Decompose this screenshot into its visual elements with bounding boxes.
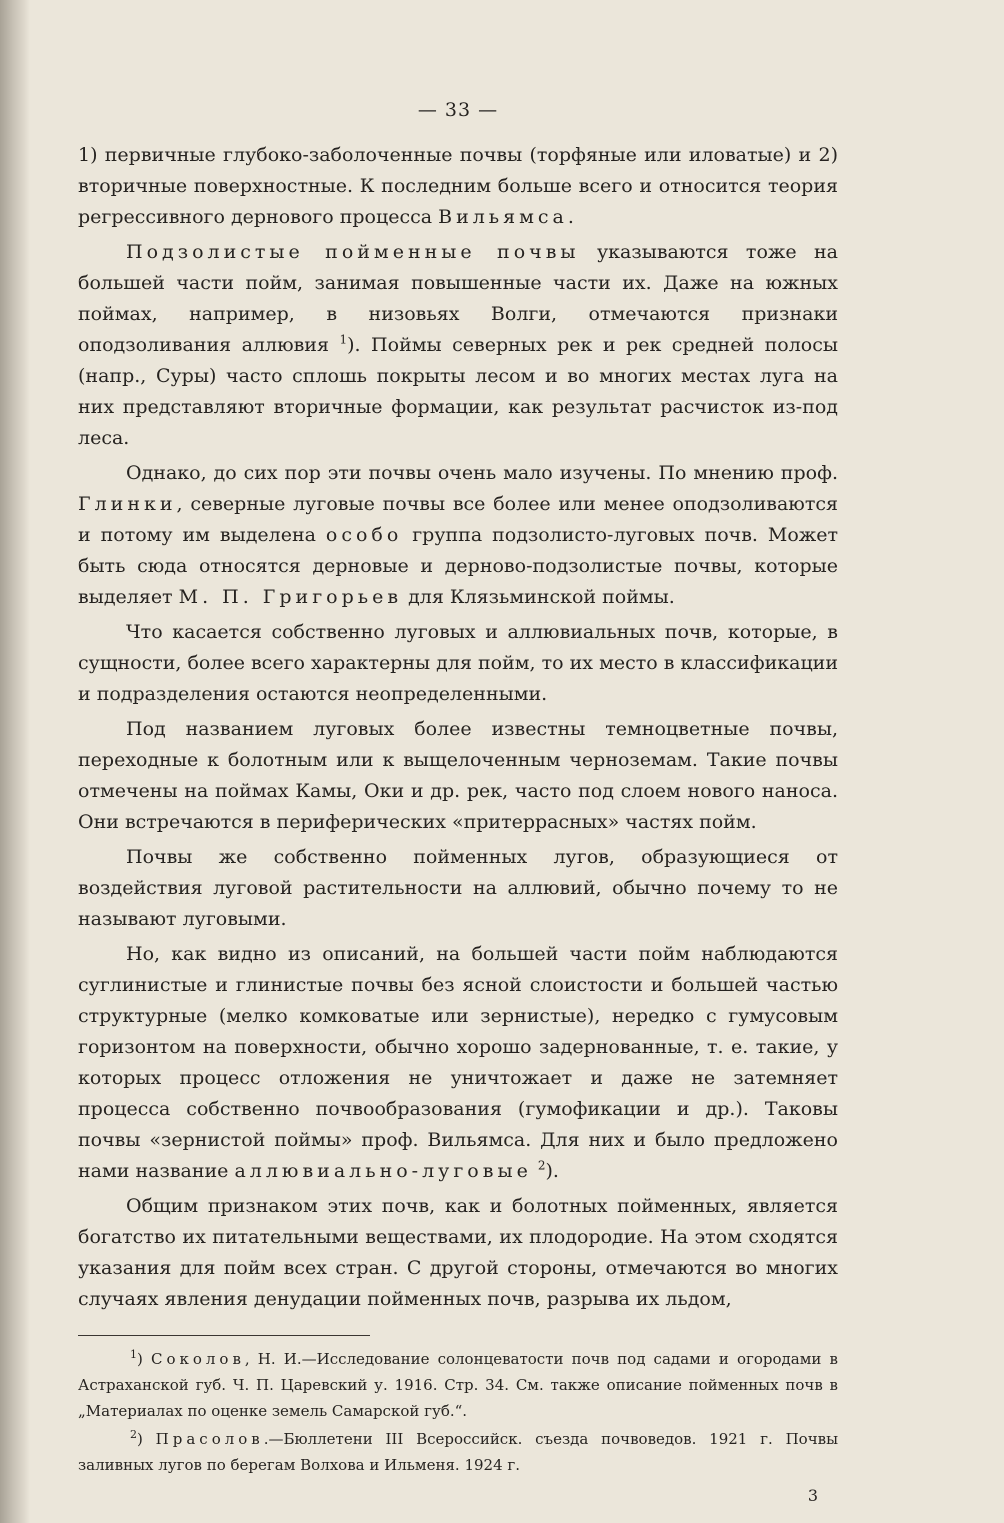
document-page <box>78 95 838 1511</box>
footnote-1: $^1$) Соколов, Н. И.—Исследование солонцеватости почв под садами и огородами в Астраханской губ. Ч. П. Царевский у. 1916. Стр. 34. См. также описание пойменных почв в „Материалах по оценке земель Самарской губ.“. <box>78 1348 838 1420</box>
paragraph-7: Но, как видно из описаний, на большей части пойм наблюдаются суглинистые и глинистые почвы без ясной слоистости и большей частью структурные (мелко комковатые или зернистые), нередко с гумусовым горизонтом на поверхности, обычно хорошо задернованные, т. е. такие, у которых процесс отложения не уничтожает и даже не затемняет процесса собственно почвообразования (гумофикации и др.). Таковы почвы «зернистой поймы» проф. Вильямса. Для них и было предложено нами название аллювиально-луговые $^2$). <box>78 943 838 1182</box>
paragraph-6: Почвы же собственно пойменных лугов, образующиеся от воздействия луговой растительности на аллювий, обычно почему то не называют луговыми. <box>78 846 838 930</box>
signature-mark: 3 <box>807 1486 818 1505</box>
book-spine-shadow <box>0 0 30 1523</box>
paragraph-5: Под названием луговых более известны темноцветные почвы, переходные к болотным или к выщелоченным черноземам. Такие почвы отмечены на поймах Камы, Оки и др. рек, часто под слоем нового наноса. Они встречаются в периферических «притеррасных» частях пойм. <box>78 718 838 833</box>
paragraph-3: Однако, до сих пор эти почвы очень мало изучены. По мнению проф. Глинки, северные луговые почвы все более или менее оподзоливаются и потому им выделена особо группа подзолисто-луговых почв. Может быть сюда относятся дерновые и дерново-подзолистые почвы, которые выделяет М. П. Григорьев для Клязьминской поймы. <box>78 462 838 608</box>
emphasis-osobo: особо <box>325 524 403 546</box>
footnote-ref-1: 1 <box>339 332 348 347</box>
paragraph-4: Что касается собственно луговых и аллювиальных почв, которые, в сущности, более всего характерны для пойм, то их место в классификации и подразделения остаются неопределенными. <box>78 621 838 705</box>
footnote-author-prasolov: Прасолов <box>155 1430 264 1448</box>
footnote-ref-2: 2 <box>537 1158 546 1173</box>
footnote-2: $^2$) Прасолов.—Бюллетени III Всероссийск. съезда почвоведов. 1921 г. Почвы заливных лугов по берегам Волхова и Ильменя. 1924 г. <box>78 1428 839 1474</box>
term-alluvial-meadow: аллювиально-луговые <box>234 1160 532 1182</box>
paragraph-8: Общим признаком этих почв, как и болотных пойменных, является богатство их питательными веществами, их плодородие. На этом сходятся указания для пойм всех стран. С другой стороны, отмечаются во многих случаях явления денудации пойменных почв, разрыва их льдом, <box>78 1195 838 1310</box>
author-name-williams: Вильямса <box>438 206 568 228</box>
paragraph-2: Подзолистые пойменные почвы указываются тоже на большей части пойм, занимая повышенные части их. Даже на южных поймах, например, в низовьях Волги, отмечаются признаки оподзоливания аллювия $^1$). Поймы северных рек и рек средней полосы (напр., Суры) часто сплошь покрыты лесом и во многих местах луга на них представляют вторичные формации, как результат расчисток из-под леса. <box>78 241 838 449</box>
page-number: — 33 — <box>417 99 499 121</box>
footnote-author-sokolov: Соколов <box>150 1350 245 1368</box>
author-name-glinka: Глинки <box>78 493 177 515</box>
author-name-grigoriev: М. П. Григорьев <box>178 586 403 608</box>
paragraph-1: 1) первичные глубоко-заболоченные почвы (торфяные или иловатые) и 2) вторичные поверхностные. К последним больше всего и относится теория регрессивного дернового процесса Вильямса. <box>78 144 838 228</box>
term-podzolic-soils: Подзолистые пойменные почвы <box>126 241 580 263</box>
footnote-divider <box>78 1335 370 1336</box>
